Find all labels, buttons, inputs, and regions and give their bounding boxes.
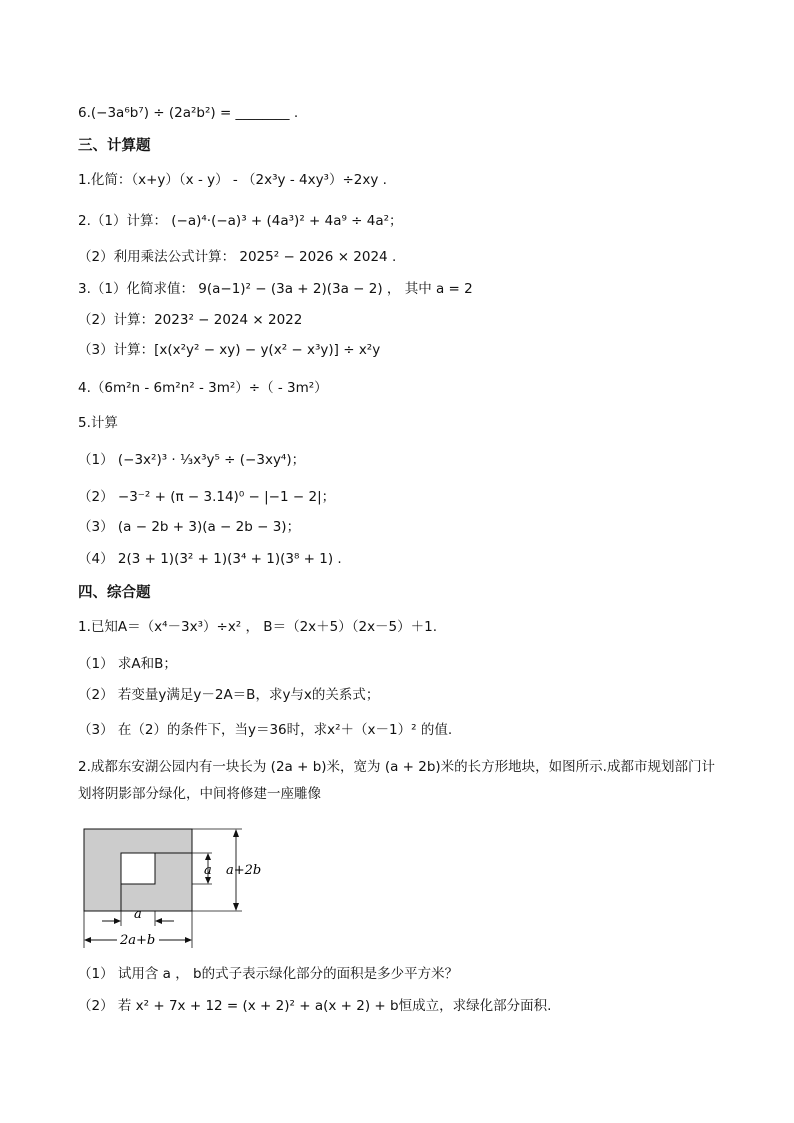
section-3-heading: 三、计算题 — [78, 138, 151, 154]
calc-question-4: 4.（6m²n - 6m²n² - 3m²）÷（ - 3m²） — [78, 380, 328, 396]
calc-question-3-part-2: （2）计算：2023² − 2024 × 2022 — [78, 312, 303, 328]
label-a-plus-2b: a+2b — [226, 863, 262, 878]
question-6: 6.(−3a⁶b⁷) ÷ (2a²b²) = ________ . — [78, 105, 299, 121]
calc-question-5-part-3: （3） (a − 2b + 3)(a − 2b − 3)； — [78, 519, 301, 535]
calc-question-5: 5.计算 — [78, 415, 118, 431]
calc-question-5-part-1: （1） (−3x²)³ · ⅓x³y⁵ ÷ (−3xy⁴)； — [78, 452, 306, 468]
label-a-height: a — [204, 863, 212, 878]
label-a-width: a — [134, 907, 142, 922]
calc-question-5-part-2: （2） −3⁻² + (π − 3.14)⁰ − |−1 − 2|； — [78, 489, 336, 505]
comp-question-1-part-1: （1） 求A和B； — [78, 656, 177, 672]
comp-question-1-part-2: （2） 若变量y满足y－2A＝B，求y与x的关系式； — [78, 687, 380, 703]
calc-question-2-part-2: （2）利用乘法公式计算： 2025² − 2026 × 2024 . — [78, 249, 397, 265]
statue-region — [121, 853, 155, 884]
calc-question-3-part-1: 3.（1）化简求值： 9(a−1)² − (3a + 2)(3a − 2) ， 其中 a = 2 — [78, 281, 473, 297]
comp-question-2-part-1: （1） 试用含 a ， b的式子表示绿化部分的面积是多少平方米？ — [78, 966, 459, 982]
calc-question-1: 1.化简：（x+y）（x - y） - （2x³y - 4xy³）÷2xy . — [78, 172, 387, 188]
calc-question-5-part-4: （4） 2(3 + 1)(3² + 1)(3⁴ + 1)(3⁸ + 1) . — [78, 551, 342, 567]
comp-question-1-part-3: （3） 在（2）的条件下，当y＝36时，求x²＋（x－1）² 的值. — [78, 722, 453, 738]
label-2a-plus-b: 2a+b — [120, 933, 156, 948]
comp-question-2: 2.成都东安湖公园内有一块长为 (2a + b)米，宽为 (a + 2b)米的长方形地块，如图所示.成都市规划部门计划将阴影部分绿化，中间将修建一座雕像 — [78, 759, 715, 802]
section-4-heading: 四、综合题 — [78, 585, 151, 601]
calc-question-3-part-3: （3）计算：[x(x²y² − xy) − y(x² − x³y)] ÷ x²y — [78, 342, 381, 358]
comp-question-1: 1.已知A＝（x⁴－3x³）÷x² ， B＝（2x＋5）（2x－5）＋1. — [78, 619, 438, 635]
calc-question-2-part-1: 2.（1）计算： (−a)⁴·(−a)³ + (4a³)² + 4a⁹ ÷ 4a²； — [78, 213, 403, 229]
garden-diagram — [76, 822, 276, 954]
comp-question-2-part-2: （2） 若 x² + 7x + 12 = (x + 2)² + a(x + 2) + b恒成立，求绿化部分面积. — [78, 998, 552, 1014]
